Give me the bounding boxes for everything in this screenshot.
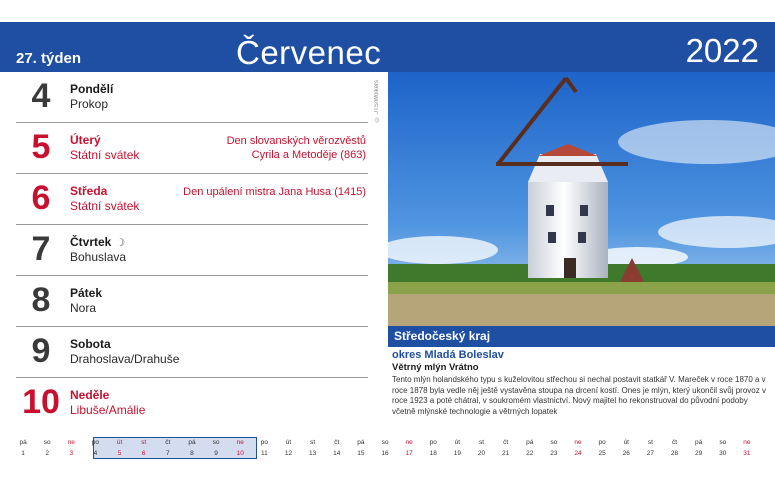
day-name [70,388,109,402]
mini-calendar-date: 9 [214,450,218,457]
mini-calendar-date: 19 [453,450,461,457]
header-bar [0,22,775,72]
day-nameday: Státní svátek [70,148,140,162]
mini-calendar-date: 11 [260,450,268,457]
mini-calendar-date: 7 [166,450,170,457]
mini-calendar-day [37,437,57,459]
day-number: 9 [31,332,51,370]
mini-calendar-weekday: so [550,439,558,446]
mini-calendar-weekday: st [647,439,653,446]
photo-credit: © JTS/Wolkers [374,80,380,122]
mini-calendar-day [110,437,130,459]
region-banner [388,326,775,347]
mini-calendar-date: 23 [550,450,558,457]
mini-calendar-date: 30 [719,450,727,457]
mini-calendar-weekday: so [381,439,389,446]
mini-calendar-day [423,437,443,459]
mini-calendar-date: 28 [670,450,679,457]
day-name-text: Středa [70,184,108,198]
day-name [70,337,111,351]
day-name [70,184,107,198]
mini-calendar-day [496,437,516,459]
mini-calendar-weekday: st [478,439,485,446]
day-name [70,82,113,96]
mini-calendar-date: 24 [574,450,582,457]
day-number: 7 [31,230,51,268]
mini-calendar-day [303,437,323,459]
subject-title: Větrný mlýn Vrátno [392,362,479,373]
mini-calendar-day [544,437,564,459]
mini-calendar-date: 2 [45,450,49,457]
day-name [70,133,101,147]
mini-calendar-weekday: ne [405,439,413,446]
mini-calendar-weekday: út [454,439,461,446]
mini-calendar-day [592,437,612,459]
day-nameday: Prokop [70,97,109,111]
mini-calendar-day [375,437,395,459]
day-nameday: Libuše/Amálie [70,403,146,417]
day-name-text: Neděle [70,388,110,402]
mini-calendar-weekday: pá [188,439,196,446]
day-note-line: Cyrila a Metoděje (863) [251,149,366,161]
windmill-photo [388,72,775,326]
mini-calendar-day [568,437,588,459]
mini-calendar-date: 18 [429,450,437,457]
mini-calendar-weekday: st [141,439,147,446]
region-label: Středočeský kraj [394,329,491,343]
mini-calendar-day [616,437,636,459]
mini-calendar-date: 3 [69,450,74,457]
mini-calendar-day [13,437,33,459]
day-name [70,286,102,300]
mini-calendar-day [206,437,226,459]
day-note [183,185,366,199]
mini-calendar [17,437,765,463]
mini-calendar-day [447,437,467,459]
day-number: 4 [31,77,51,115]
day-number: 10 [22,383,60,421]
mini-calendar-weekday: pá [695,439,703,446]
mini-calendar-day [640,437,660,459]
mini-calendar-date: 21 [502,450,510,457]
mini-calendar-weekday: po [91,439,100,446]
mini-calendar-date: 15 [357,450,365,457]
mini-calendar-day [254,437,274,459]
mini-calendar-date: 31 [743,450,751,457]
day-number: 6 [31,179,51,217]
day-nameday: Drahoslava/Drahuše [70,352,180,366]
mini-calendar-weekday: so [719,439,727,446]
day-row [16,378,368,428]
mini-calendar-weekday: čt [165,439,171,446]
week-label: 27. týden [16,50,82,67]
day-name [70,235,125,249]
mini-calendar-weekday: čt [672,439,678,446]
day-row [16,327,368,378]
mini-calendar-date: 26 [622,450,630,457]
mini-calendar-weekday: út [623,439,629,446]
moon-phase-icon: ☽ [115,237,126,249]
mini-calendar-weekday: pá [19,439,27,446]
mini-calendar-day [182,437,202,459]
day-row [16,276,368,327]
mini-calendar-date: 22 [526,450,534,457]
mini-calendar-weekday: út [116,439,123,446]
mini-calendar-day [85,437,105,459]
mini-calendar-date: 6 [141,450,146,457]
mini-calendar-date: 29 [695,450,703,457]
mini-calendar-weekday: po [429,439,437,446]
day-name-text: Čtvrtek [70,235,112,249]
description-text: Tento mlýn holandského typu s kuželovitou střechou si nechal postavit statkář V. Mareček v roce 1870 a v roce 1878 byla vedle něj ještě vystavěna stoupa na drcení kostí. Ones je mlýn, který ukončil svůj provoz v roce 1923 a poté chátral, v soukromém vlastnictví. Nový majitel ho rekonstruoval do původní podoby včetně mlýnské technologie a větrných lopatek [392,375,766,416]
mini-calendar-weekday: ne [574,439,582,446]
year-title: 2022 [685,32,759,69]
day-name-text: Úterý [70,133,101,147]
day-name-text: Pondělí [70,82,114,96]
day-row [16,72,368,123]
mini-calendar-date: 1 [21,450,25,457]
mini-calendar-date: 13 [308,450,317,457]
mini-calendar-weekday: ne [236,439,244,446]
mini-calendar-date: 4 [93,450,98,457]
mini-calendar-date: 16 [381,450,389,457]
mini-calendar-date: 10 [236,450,244,457]
day-nameday: Nora [70,301,97,315]
mini-calendar-date: 14 [333,450,341,457]
day-note-line: Den upálení mistra Jana Husa (1415) [183,186,366,198]
day-row [16,123,368,174]
mini-calendar-weekday: čt [503,439,509,446]
mini-calendar-date: 25 [598,450,606,457]
mini-calendar-day [713,437,733,459]
mini-calendar-weekday: po [260,439,268,446]
day-row [16,174,368,225]
mini-calendar-weekday: ne [67,439,75,446]
mini-calendar-weekday: po [598,439,606,446]
mini-calendar-date: 5 [117,450,122,457]
mini-calendar-date: 12 [284,450,293,457]
district-label: okres Mladá Boleslav [392,349,504,361]
mini-calendar-weekday: st [310,439,316,446]
mini-calendar-day [134,437,154,459]
mini-calendar-weekday: pá [357,439,365,446]
day-list [16,72,368,428]
mini-calendar-day [327,437,347,459]
mini-calendar-weekday: so [43,439,51,446]
mini-calendar-weekday: út [285,439,292,446]
mini-calendar-weekday: čt [334,439,340,446]
day-number: 8 [31,281,51,319]
mini-calendar-date: 27 [646,450,655,457]
mini-calendar-date: 17 [405,450,413,457]
mini-calendar-day [158,437,178,459]
mini-calendar-day [665,437,685,459]
mini-calendar-weekday: pá [526,439,534,446]
month-title: Červenec [236,34,382,71]
mini-calendar-day [278,437,298,459]
day-note-line: Den slovanských věrozvěstů [226,135,366,147]
mini-calendar-day [351,437,371,459]
mini-calendar-weekday: ne [743,439,751,446]
mini-calendar-date: 8 [190,450,194,457]
mini-calendar-date: 20 [477,450,486,457]
day-nameday: Bohuslava [70,250,127,264]
header [0,0,775,72]
mini-calendar-day [472,437,492,459]
windmill-image [388,72,775,326]
mini-calendar-day [61,437,81,459]
day-name-text: Sobota [70,337,111,351]
day-note [227,134,366,162]
mini-calendar-day [520,437,540,459]
day-name-text: Pátek [70,286,103,300]
mini-calendar-day [399,437,419,459]
day-nameday: Státní svátek [70,199,140,213]
mini-calendar-weekday: so [212,439,220,446]
mini-calendar-day [689,437,709,459]
mini-calendar-day [230,437,250,459]
day-number: 5 [31,128,51,166]
day-row [16,225,368,276]
mini-calendar-day [737,437,757,459]
